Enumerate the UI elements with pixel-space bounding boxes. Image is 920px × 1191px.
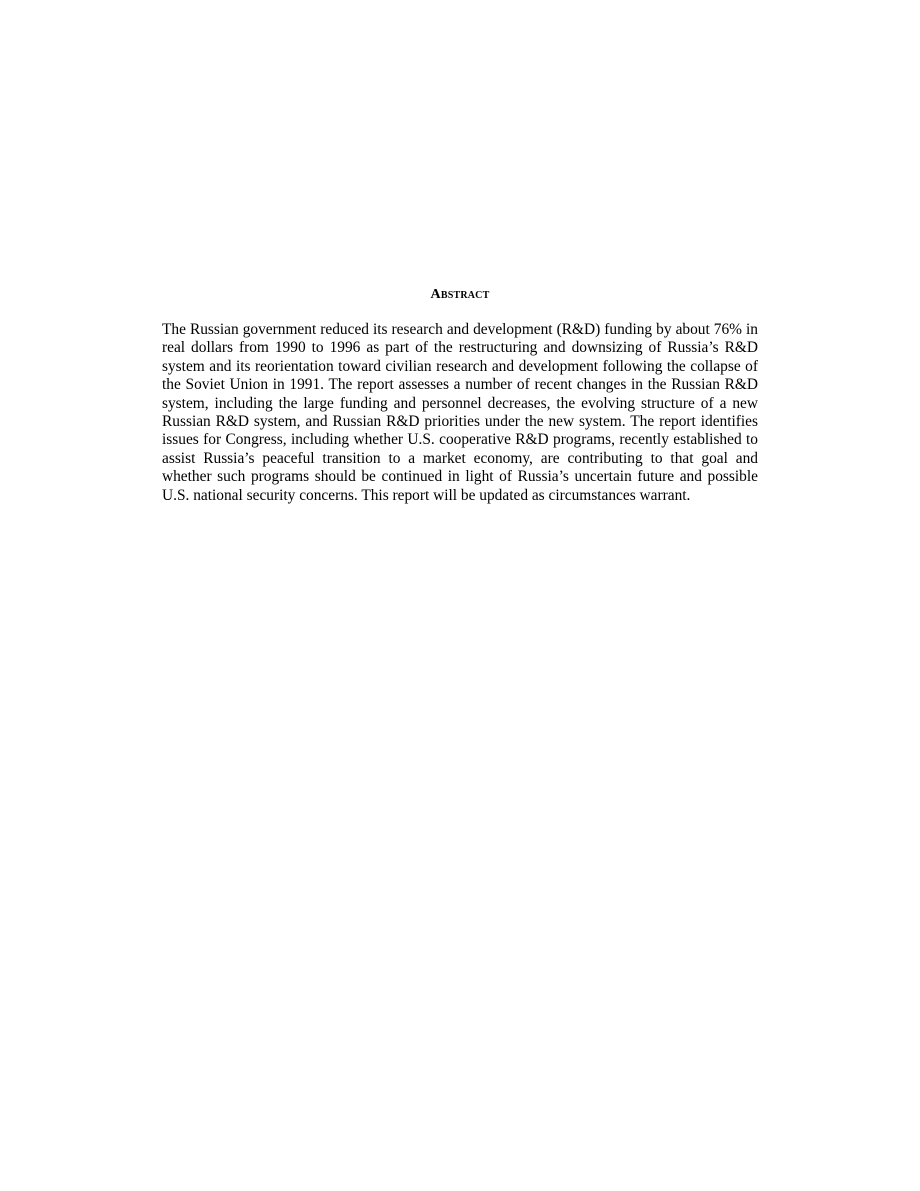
abstract-heading: Abstract: [430, 287, 490, 302]
abstract-section: [162, 286, 758, 505]
abstract-paragraph: The Russian government reduced its research and development (R&D) funding by about 76% in real dollars from 1990 to 1996 as part of the restructuring and downsizing of Russia’s R&D system and its reorientation toward civilian research and development following the collapse of the Soviet Union in 1991. The report assesses a number of recent changes in the Russian R&D system, including the large funding and personnel decreases, the evolving structure of a new Russian R&D system, and Russian R&D priorities under the new system. The report identifies issues for Congress, including whether U.S. cooperative R&D programs, recently established to assist Russia’s peaceful transition to a market economy, are contributing to that goal and whether such programs should be continued in light of Russia’s uncertain future and possible U.S. national security concerns. This report will be updated as circumstances warrant.: [162, 321, 758, 504]
